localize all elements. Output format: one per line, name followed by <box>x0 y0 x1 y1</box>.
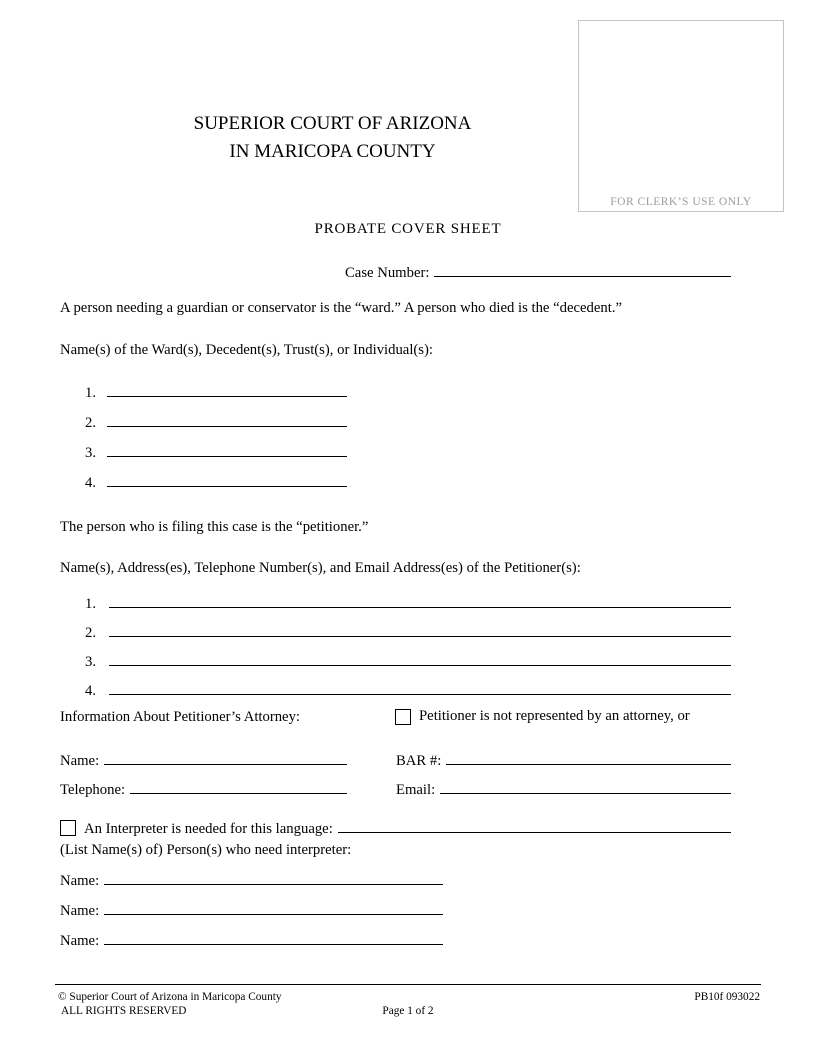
wards-section-label: Name(s) of the Ward(s), Decedent(s), Trust(s), or Individual(s): <box>60 342 433 358</box>
no-attorney-checkbox[interactable] <box>395 709 411 725</box>
intro-text: A person needing a guardian or conservator is the “ward.” A person who died is the “decedent.” <box>60 300 623 316</box>
petitioner-number-3: 3. <box>85 654 97 670</box>
interpreter-name-row-3 <box>60 929 443 950</box>
attorney-email-input-line[interactable] <box>440 778 731 794</box>
footer-copyright: © Superior Court of Arizona in Maricopa County <box>58 991 282 1003</box>
petitioner-line-1 <box>85 592 731 613</box>
form-title: PROBATE COVER SHEET <box>314 221 502 237</box>
ward-number-1: 1. <box>85 385 97 401</box>
petitioner-line-4 <box>85 679 731 700</box>
interpreter-language-label: An Interpreter is needed for this language: <box>84 821 333 837</box>
petitioner-number-1: 1. <box>85 596 97 612</box>
interpreter-name-row-1 <box>60 869 443 890</box>
interpreter-name-label-3: Name: <box>60 933 100 949</box>
ward-input-line-1[interactable] <box>107 381 347 397</box>
interpreter-name-label-1: Name: <box>60 873 100 889</box>
petitioner-number-2: 2. <box>85 625 97 641</box>
attorney-name-input-line[interactable] <box>104 749 347 765</box>
interpreter-row <box>60 817 731 838</box>
interpreter-name-input-line-1[interactable] <box>104 869 443 885</box>
footer-page-number: Page 1 of 2 <box>382 1005 434 1017</box>
ward-line-1 <box>85 381 347 402</box>
footer-rights: ALL RIGHTS RESERVED <box>61 1005 187 1017</box>
ward-number-2: 2. <box>85 415 97 431</box>
interpreter-persons-label: (List Name(s) of) Person(s) who need interpreter: <box>60 842 352 858</box>
no-attorney-option <box>395 708 690 725</box>
attorney-telephone-input-line[interactable] <box>130 778 347 794</box>
court-title-line1: SUPERIOR COURT OF ARIZONA <box>193 113 472 134</box>
attorney-telephone-label: Telephone: <box>60 782 126 798</box>
petitioners-section-label: Name(s), Address(es), Telephone Number(s), and Email Address(es) of the Petitioner(s): <box>60 560 581 576</box>
petitioner-input-line-2[interactable] <box>109 621 731 637</box>
petitioner-intro: The person who is filing this case is the “petitioner.” <box>60 519 369 535</box>
court-title-line2: IN MARICOPA COUNTY <box>229 141 436 162</box>
ward-input-line-3[interactable] <box>107 441 347 457</box>
petitioner-input-line-4[interactable] <box>109 679 731 695</box>
footer-form-number: PB10f 093022 <box>694 991 760 1003</box>
clerk-use-box <box>578 20 784 212</box>
interpreter-name-label-2: Name: <box>60 903 100 919</box>
ward-line-3 <box>85 441 347 462</box>
attorney-name-label: Name: <box>60 753 100 769</box>
ward-input-line-4[interactable] <box>107 471 347 487</box>
ward-line-2 <box>85 411 347 432</box>
petitioner-input-line-3[interactable] <box>109 650 731 666</box>
ward-line-4 <box>85 471 347 492</box>
bar-number-label: BAR #: <box>396 753 442 769</box>
interpreter-name-input-line-3[interactable] <box>104 929 443 945</box>
attorney-name-row <box>60 749 347 770</box>
petitioner-input-line-1[interactable] <box>109 592 731 608</box>
ward-number-3: 3. <box>85 445 97 461</box>
case-number-label: Case Number: <box>345 265 430 281</box>
case-number-row <box>345 261 731 282</box>
clerk-use-label: FOR CLERK’S USE ONLY <box>610 196 752 208</box>
interpreter-name-row-2 <box>60 899 443 920</box>
attorney-email-row <box>396 778 731 799</box>
petitioner-line-3 <box>85 650 731 671</box>
ward-number-4: 4. <box>85 475 97 491</box>
court-title <box>60 110 605 166</box>
petitioner-number-4: 4. <box>85 683 97 699</box>
no-attorney-checkbox-label: Petitioner is not represented by an attorney, or <box>419 708 690 724</box>
interpreter-checkbox[interactable] <box>60 820 76 836</box>
interpreter-language-input-line[interactable] <box>338 817 731 833</box>
petitioner-line-2 <box>85 621 731 642</box>
bar-number-input-line[interactable] <box>446 749 731 765</box>
case-number-input-line[interactable] <box>434 261 731 277</box>
attorney-section-label: Information About Petitioner’s Attorney: <box>60 709 301 725</box>
attorney-email-label: Email: <box>396 782 436 798</box>
footer-rule <box>55 984 761 985</box>
interpreter-name-input-line-2[interactable] <box>104 899 443 915</box>
attorney-telephone-row <box>60 778 347 799</box>
bar-number-row <box>396 749 731 770</box>
ward-input-line-2[interactable] <box>107 411 347 427</box>
